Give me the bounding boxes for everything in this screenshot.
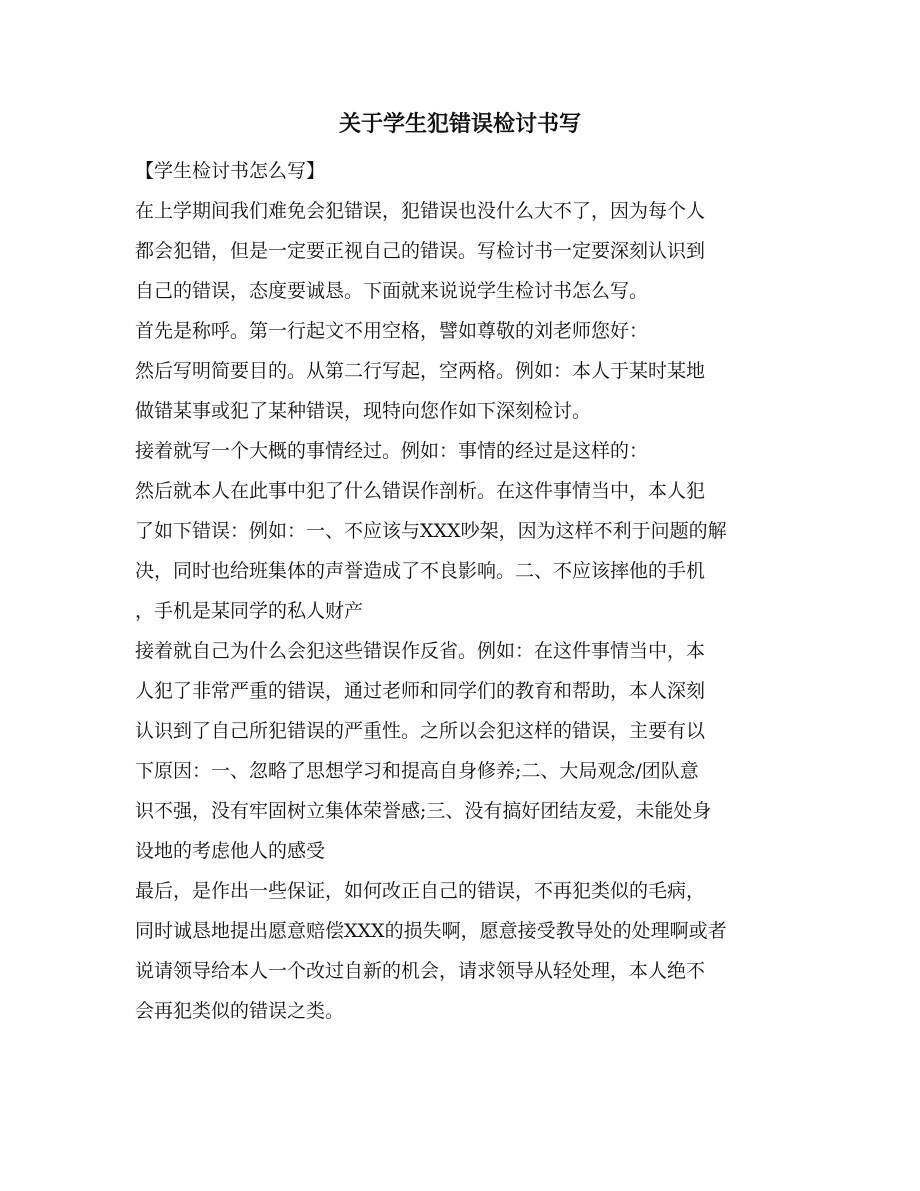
text-line: 做错某事或犯了某种错误，现特向您作如下深刻检讨。 — [135, 400, 592, 422]
text-line: 然后就本人在此事中犯了什么错误作剖析。在这件事情当中，本人犯 — [135, 480, 706, 502]
text-line: 下原因：一、忽略了思想学习和提高自身修养;二、大局观念/团队意 — [135, 760, 699, 782]
text-line: 自己的错误，态度要诚恳。下面就来说说学生检讨书怎么写。 — [135, 280, 649, 302]
text-line: 在上学期间我们难免会犯错误，犯错误也没什么大不了，因为每个人 — [135, 200, 706, 222]
paragraph — [135, 311, 785, 351]
text-line: 【学生检讨书怎么写】 — [135, 160, 326, 182]
paragraph — [135, 631, 785, 871]
text-line: 接着就写一个大概的事情经过。例如：事情的经过是这样的： — [135, 440, 649, 462]
text-line: 认识到了自己所犯错误的严重性。之所以会犯这样的错误，主要有以 — [135, 720, 706, 742]
text-line: ，手机是某同学的私人财产 — [135, 600, 364, 622]
document-body — [135, 151, 785, 1031]
text-line: 接着就自己为什么会犯这些错误作反省。例如：在这件事情当中，本 — [135, 640, 706, 662]
text-line: 决，同时也给班集体的声誉造成了不良影响。二、不应该摔他的手机 — [135, 560, 706, 582]
paragraph — [135, 871, 785, 1031]
paragraph — [135, 151, 785, 191]
text-line: 说请领导给本人一个改过自新的机会，请求领导从轻处理，本人绝不 — [135, 960, 706, 982]
paragraph — [135, 471, 785, 631]
text-line: 然后写明简要目的。从第二行写起，空两格。例如：本人于某时某地 — [135, 360, 706, 382]
text-line: 都会犯错，但是一定要正视自己的错误。写检讨书一定要深刻认识到 — [135, 240, 706, 262]
paragraph — [135, 191, 785, 311]
text-line: 人犯了非常严重的错误，通过老师和同学们的教育和帮助，本人深刻 — [135, 680, 706, 702]
text-line: 首先是称呼。第一行起文不用空格，譬如尊敬的刘老师您好： — [135, 320, 649, 342]
document-title: 关于学生犯错误检讨书写 — [338, 111, 581, 137]
paragraph — [135, 351, 785, 431]
paragraph — [135, 431, 785, 471]
text-line: 设地的考虑他人的感受 — [135, 840, 326, 862]
text-line: 同时诚恳地提出愿意赔偿XXX的损失啊，愿意接受教导处的处理啊或者 — [135, 920, 727, 942]
text-line: 会再犯类似的错误之类。 — [135, 1000, 345, 1022]
text-line: 了如下错误：例如：一、不应该与XXX吵架，因为这样不利于问题的解 — [135, 520, 727, 542]
text-line: 最后，是作出一些保证，如何改正自己的错误，不再犯类似的毛病， — [135, 880, 706, 902]
text-line: 识不强，没有牢固树立集体荣誉感;三、没有搞好团结友爱，未能处身 — [135, 800, 712, 822]
